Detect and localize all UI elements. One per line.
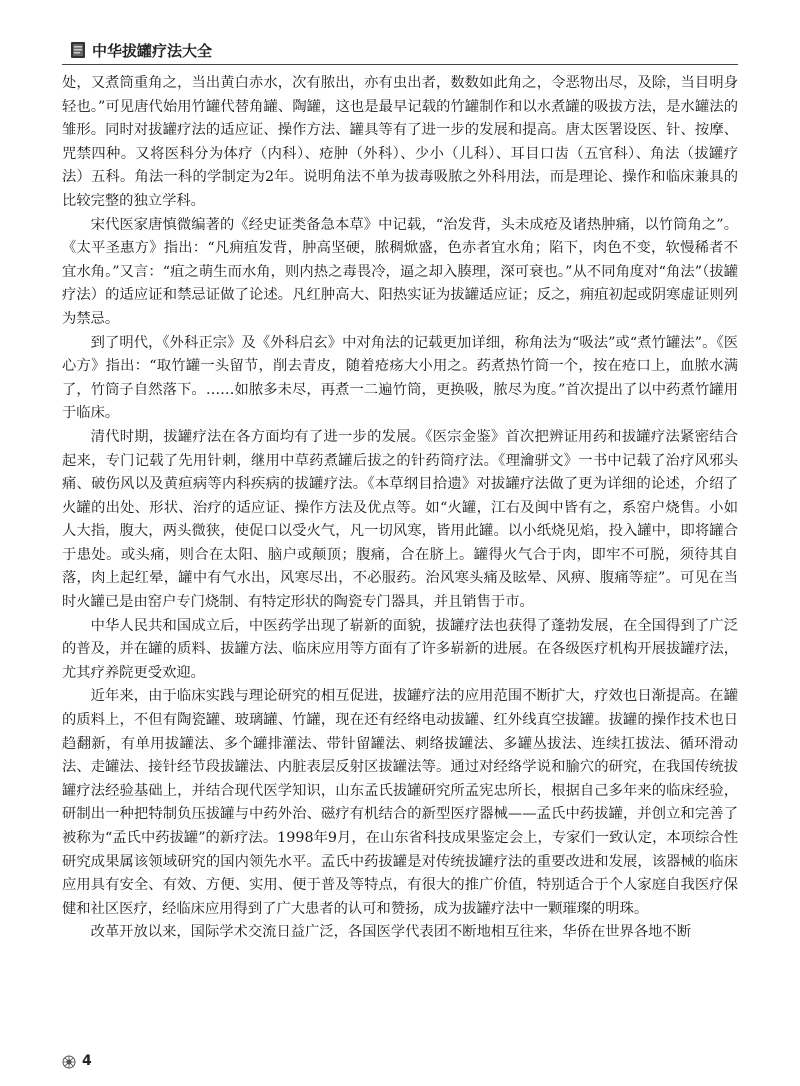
paragraph: 近年来，由于临床实践与理论研究的相互促进，拔罐疗法的应用范围不断扩大，疗效也日渐提高。在罐的质料上，不但有陶瓷罐、玻璃罐、竹罐，现在还有经络电动拔罐、红外线真空拔罐。拔罐的操作技术也日趋翻新，有单用拔罐法、多个罐排灌法、带针留罐法、刺络拔罐法、多罐丛拔法、连续扛拔法、循环滑动法、走罐法、接针经节段拔罐法、内脏表层反射区拔罐法等。通过对经络学说和腧穴的研究，在我国传统拔罐疗法经验基础上，并结合现代医学知识，山东孟氏拔罐研究所孟宪忠所长，根据自己多年来的临床经验，研制出一种把特制负压拔罐与中药外治、磁疗有机结合的新型医疗器械——孟氏中药拔罐，并创立和完善了被称为“孟氏中药拔罐”的新疗法。1998年9月，在山东省科技成果鉴定会上，专家们一致认定，本项综合性研究成果属该领域研究的国内领先水平。孟氏中药拔罐是对传统拔罐疗法的重要改进和发展，该器械的临床应用具有安全、有效、方便、实用、便于普及等特点，有很大的推广价值，特别适合于个人家庭自我医疗保健和社区医疗，经临床应用得到了广大患者的认可和赞扬，成为拔罐疗法中一颗璀璨的明珠。	[62, 688, 738, 917]
paragraph: 清代时期，拔罐疗法在各方面均有了进一步的发展。《医宗金鉴》首次把辨证用药和拔罐疗法紧密结合起来，专门记载了先用针刺，继用中草药煮罐后拔之的针药筒疗法。《理瀹骈文》一书中记载了治疗风邪头痛、破伤风以及黄疸病等内科疾病的拔罐疗法。《本草纲目拾遗》对拔罐疗法做了更为详细的论述，介绍了火罐的出处、形状、治疗的适应证、操作方法及优点等。如“火罐，江右及闽中皆有之，系窑户烧售。小如人大指，腹大，两头微狭，使促口以受火气，凡一切风寒，皆用此罐。以小纸烧见焰，投入罐中，即将罐合于患处。或头痛，则合在太阳、脑户或颠顶；腹痛，合在脐上。罐得火气合于肉，即牢不可脱，须待其自落，肉上起红晕，罐中有气水出，风寒尽出，不必服药。治风寒头痛及眩晕、风痹、腹痛等症”。可见在当时火罐已是由窑户专门烧制、有特定形状的陶瓷专门器具，并且销售于市。	[62, 428, 738, 611]
paragraph: 宋代医家唐慎微编著的《经史证类备急本草》中记载，“治发背，头未成疮及诸热肿痛，以竹筒角之”。《太平圣惠方》指出：“凡痈疽发背，肿高坚硬，脓稠焮盛，色赤者宜水角；陷下，肉色不变，软慢稀者不宜水角。”又言：“疽之萌生而水角，则内热之毒畏冷，逼之却入腠理，深可衰也。”从不同角度对“角法”（拔罐疗法）的适应证和禁忌证做了论述。凡红肿高大、阳热实证为拔罐适应证；反之，痈疽初起或阴寒虚证则列为禁忌。	[62, 216, 738, 327]
running-header	[70, 38, 730, 62]
header-title: 中华拔罐疗法大全	[92, 41, 213, 60]
body-text	[62, 72, 738, 945]
page-footer	[62, 1052, 92, 1070]
paragraph: 改革开放以来，国际学术交流日益广泛，各国医学代表团不断地相互往来，华侨在世界各地不断	[90, 924, 692, 941]
paragraph: 处，又煮筒重角之，当出黄白赤水，次有脓出，亦有虫出者，数数如此角之，令恶物出尽，及除，当目明身轻也。”可见唐代始用竹罐代替角罐、陶罐，这也是最早记载的竹罐制作和以水煮罐的吸拔方法，是水罐法的雏形。同时对拔罐疗法的适应证、操作方法、罐具等有了进一步的发展和提高。唐太医署设医、针、按摩、咒禁四种。又将医科分为体疗（内科）、疮肿（外科）、少小（儿科）、耳目口齿（五官科）、角法（拔罐疗法）五科。角法一科的学制定为2年。说明角法不单为拔毒吸脓之外科用法，而是理论、操作和临床兼具的比较完整的独立学科。	[62, 75, 738, 209]
ornament-icon	[62, 1054, 76, 1068]
page-number: 4	[82, 1053, 92, 1069]
paragraph: 中华人民共和国成立后，中医药学出现了崭新的面貌，拔罐疗法也获得了蓬勃发展，在全国得到了广泛的普及，并在罐的质料、拔罐方法、临床应用等方面有了许多崭新的进展。在各级医疗机构开展拔罐疗法，尤其疗养院更受欢迎。	[62, 617, 738, 681]
header-divider	[62, 64, 738, 65]
book-icon	[70, 41, 86, 59]
paragraph: 到了明代，《外科正宗》及《外科启玄》中对角法的记载更加详细，称角法为“吸法”或“煮竹罐法”。《医心方》指出：“取竹罐一头留节，削去青皮，随着疮疡大小用之。药煮热竹筒一个，按在疮口上，血脓水满了，竹筒子自然落下。……如脓多未尽，再煮一二遍竹筒，更换吸，脓尽为度。”首次提出了以中药煮竹罐用于临床。	[62, 334, 738, 422]
